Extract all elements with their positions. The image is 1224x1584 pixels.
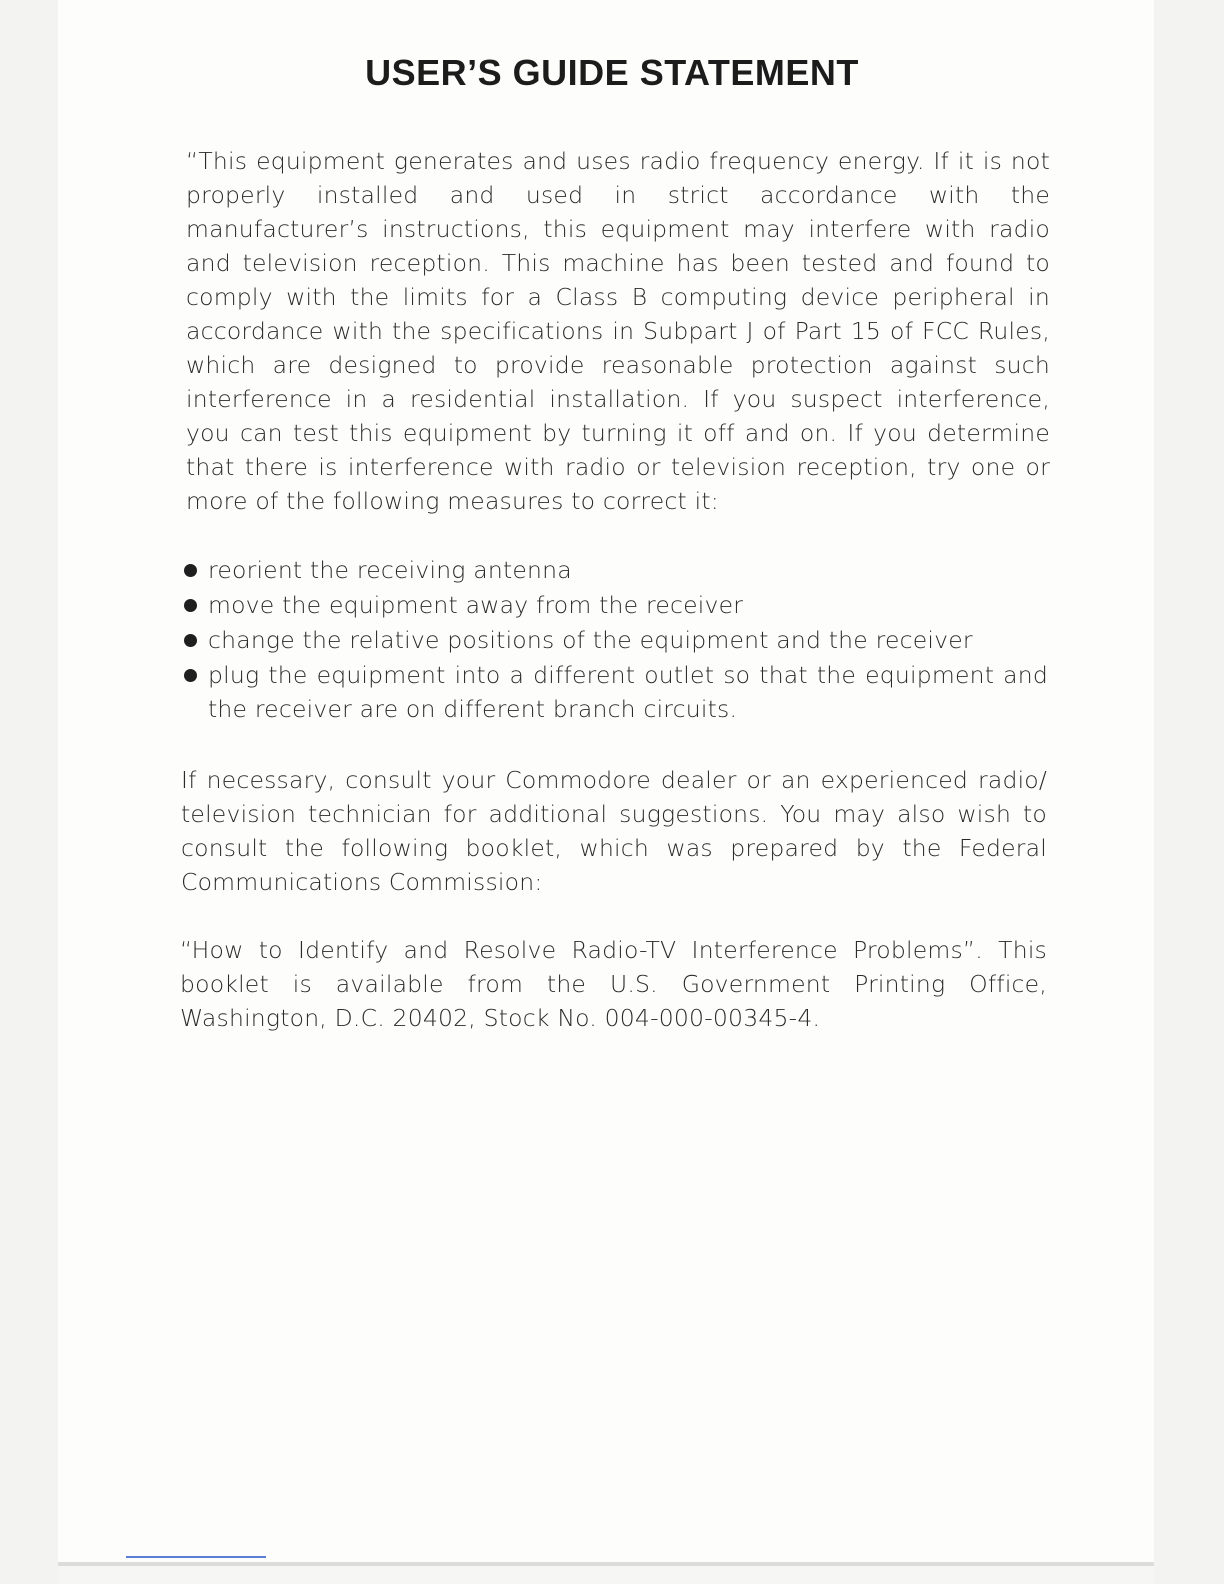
bullet-icon <box>184 564 197 577</box>
list-item <box>182 553 1048 587</box>
list-item <box>182 588 1048 622</box>
booklet-reference-paragraph: “How to Identify and Resolve Radio-TV Interference Problems”. This booklet is available from the U.S. Government Printing Office, Washington, D.C. 20402, Stock No. 004-000-00345-4. <box>180 936 1047 1032</box>
corrective-measures-list <box>182 553 1048 727</box>
bullet-icon <box>184 634 197 647</box>
bullet-icon <box>184 599 197 612</box>
list-item-text: reorient the receiving antenna <box>208 556 572 584</box>
bullet-icon <box>184 669 197 682</box>
list-item <box>182 658 1048 726</box>
list-item-text: plug the equipment into a different outlet so that the equipment and the receiver are on different branch circuits. <box>208 661 1048 723</box>
list-item-text: change the relative positions of the equipment and the receiver <box>208 626 973 654</box>
page-margin-right <box>1154 0 1224 1584</box>
list-item <box>182 623 1048 657</box>
footer-rule <box>126 1556 266 1558</box>
list-item-text: move the equipment away from the receiver <box>208 591 744 619</box>
page-bottom-edge <box>58 1562 1154 1566</box>
page-margin-left <box>0 0 58 1584</box>
consult-dealer-paragraph: If necessary, consult your Commodore dealer or an experienced radio/ television technician for additional suggestions. You may also wish to consult the following booklet, which was prepared by the Federal Communications Commission: <box>181 766 1047 896</box>
fcc-statement-paragraph: “This equipment generates and uses radio frequency energy. If it is not properly installed and used in strict accordance with the manufacturer’s instructions, this equipment may interfere with radio and television reception. This machine has been tested and found to comply with the limits for a Class B computing device peripheral in accordance with the specifications in Subpart J of Part 15 of FCC Rules, which are designed to provide reasonable protection against such interference in a residential installation. If you suspect interference, you can test this equipment by turning it off and on. If you determine that there is interference with radio or television reception, try one or more of the following measures to correct it: <box>186 147 1050 515</box>
page-title: USER’S GUIDE STATEMENT <box>365 52 859 93</box>
